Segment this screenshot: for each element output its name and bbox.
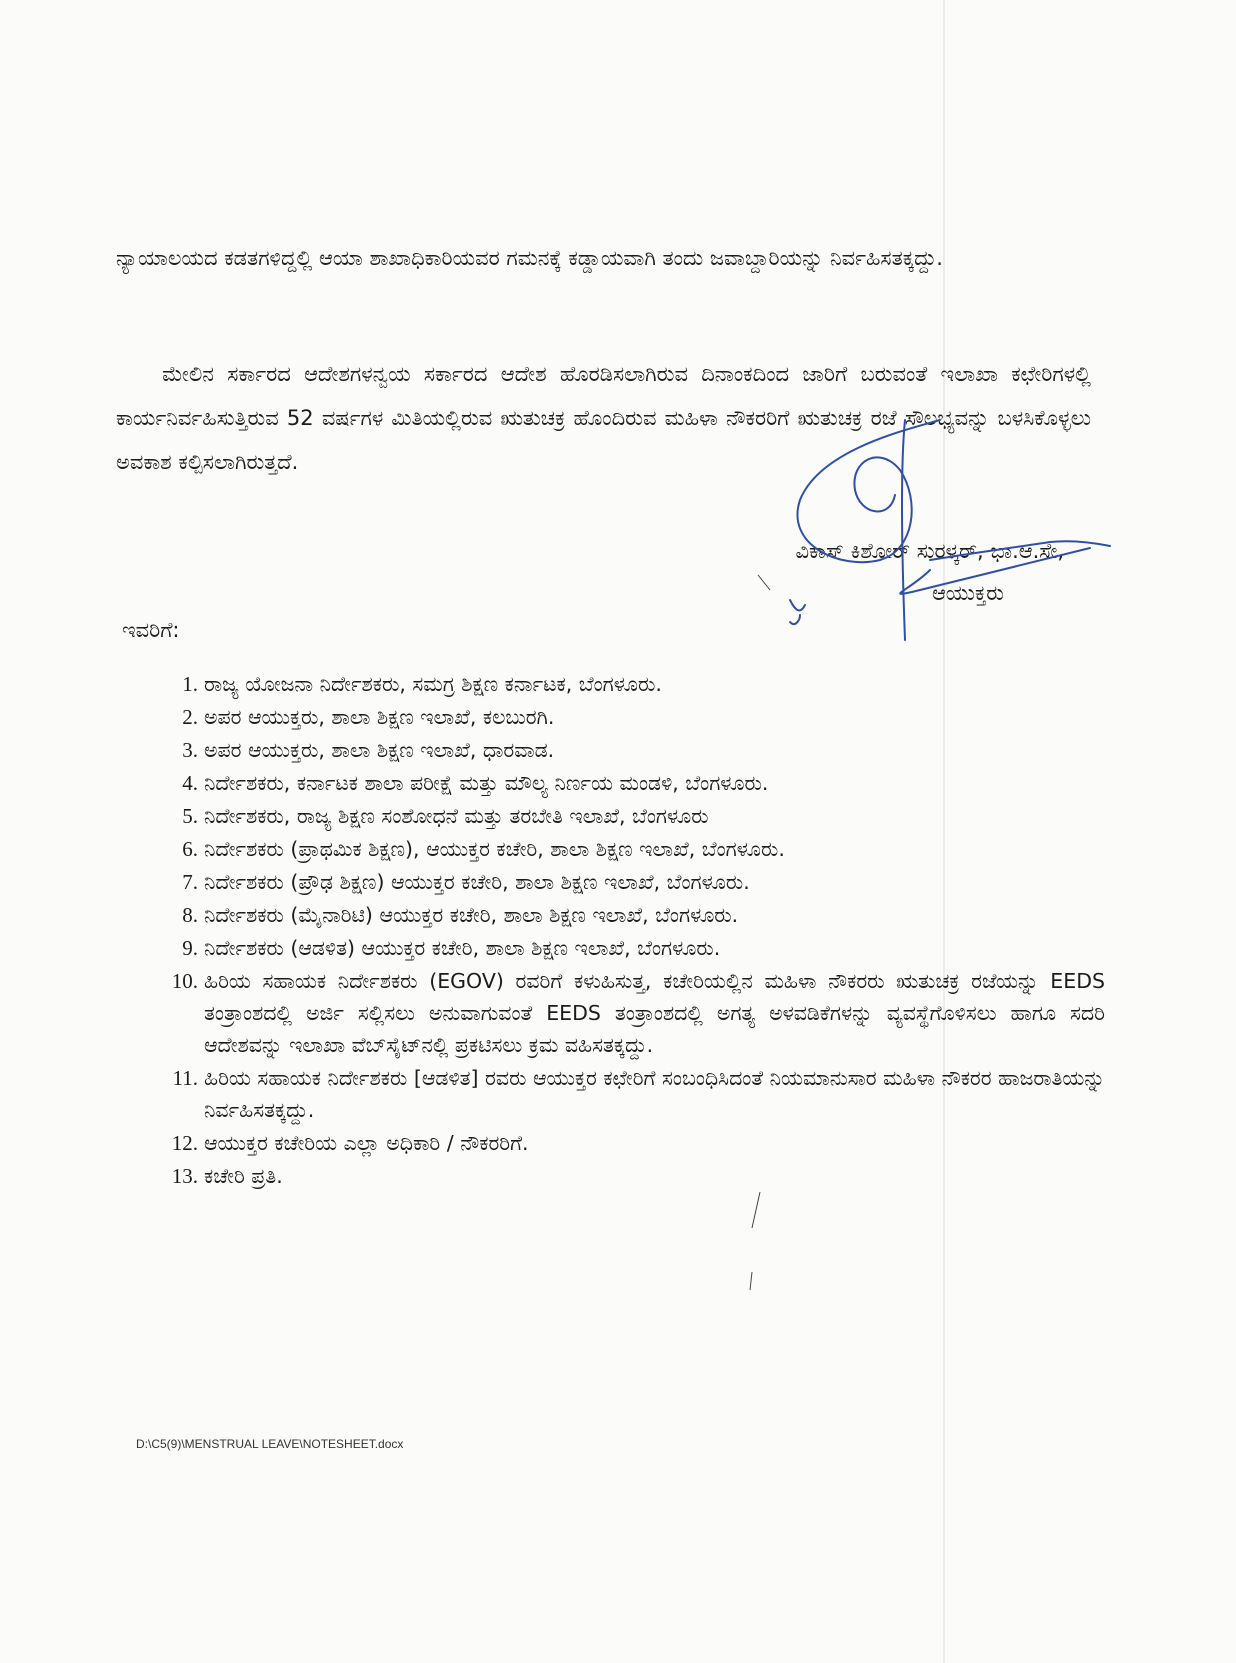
list-number: 11. bbox=[172, 1066, 198, 1090]
list-number: 3. bbox=[182, 738, 198, 762]
list-item bbox=[140, 1160, 1105, 1192]
list-text: ನಿರ್ದೇಶಕರು (ಪ್ರೌಢ ಶಿಕ್ಷಣ) ಆಯುಕ್ತರ ಕಚೇರಿ, ಶಾಲಾ ಶಿಕ್ಷಣ ಇಲಾಖೆ, ಬೆಂಗಳೂರು. bbox=[204, 870, 750, 894]
list-number: 1. bbox=[182, 672, 198, 696]
list-number: 10. bbox=[171, 969, 198, 993]
signatory-title: ಆಯುಕ್ತರು bbox=[931, 581, 1004, 605]
list-text: ರಾಜ್ಯ ಯೋಜನಾ ನಿರ್ದೇಶಕರು, ಸಮಗ್ರ ಶಿಕ್ಷಣ ಕರ್ನಾಟಕ, ಬೆಂಗಳೂರು. bbox=[204, 672, 662, 696]
list-item bbox=[140, 767, 1105, 799]
list-item bbox=[140, 1062, 1105, 1126]
list-item bbox=[140, 965, 1105, 1061]
list-number: 5. bbox=[182, 804, 198, 828]
list-item bbox=[140, 899, 1105, 931]
list-number: 7. bbox=[182, 870, 198, 894]
list-text: ಹಿರಿಯ ಸಹಾಯಕ ನಿರ್ದೇಶಕರು (EGOV) ರವರಿಗೆ ಕಳುಹಿಸುತ್ತ, ಕಚೇರಿಯಲ್ಲಿನ ಮಹಿಳಾ ನೌಕರರು ಋತುಚಕ್ರ ರಜೆಯನ್ನು EEDS ತಂತ್ರಾಂಶದಲ್ಲಿ ಅರ್ಜಿ ಸಲ್ಲಿಸಲು ಅನುವಾಗುವಂತೆ EEDS ತಂತ್ರಾಂಶದಲ್ಲಿ ಅಗತ್ಯ ಅಳವಡಿಕೆಗಳನ್ನು ವ್ಯವಸ್ಥೆಗೊಳಿಸಲು ಹಾಗೂ ಸದರಿ ಆದೇಶವನ್ನು ಇಲಾಖಾ ವೆಬ್‌ಸೈಟ್‌ನಲ್ಲಿ ಪ್ರಕಟಿಸಲು ಕ್ರಮ ವಹಿಸತಕ್ಕದ್ದು. bbox=[204, 969, 1105, 1057]
signature-block bbox=[795, 530, 1064, 614]
recipient-list bbox=[140, 668, 1105, 1193]
list-text: ನಿರ್ದೇಶಕರು (ಆಡಳಿತ) ಆಯುಕ್ತರ ಕಚೇರಿ, ಶಾಲಾ ಶಿಕ್ಷಣ ಇಲಾಖೆ, ಬೆಂಗಳೂರು. bbox=[204, 936, 721, 960]
paragraph-court-files: ನ್ಯಾಯಾಲಯದ ಕಡತಗಳಿದ್ದಲ್ಲಿ ಆಯಾ ಶಾಖಾಧಿಕಾರಿಯವರ ಗಮನಕ್ಕೆ ಕಡ್ಡಾಯವಾಗಿ ತಂದು ಜವಾಬ್ದಾರಿಯನ್ನು ನಿರ್ವಹಿಸತಕ್ಕದ್ದು. bbox=[116, 246, 943, 270]
list-text: ನಿರ್ದೇಶಕರು, ಕರ್ನಾಟಕ ಶಾಲಾ ಪರೀಕ್ಷೆ ಮತ್ತು ಮೌಲ್ಯ ನಿರ್ಣಯ ಮಂಡಳಿ, ಬೆಂಗಳೂರು. bbox=[204, 771, 769, 795]
list-item bbox=[140, 866, 1105, 898]
list-text: ಕಚೇರಿ ಪ್ರತಿ. bbox=[204, 1164, 283, 1188]
file-path-footer: D:\C5(9)\MENSTRUAL LEAVE\NOTESHEET.docx bbox=[136, 1437, 404, 1451]
list-item bbox=[140, 1127, 1105, 1159]
list-item bbox=[140, 833, 1105, 865]
list-item bbox=[140, 734, 1105, 766]
list-item bbox=[140, 932, 1105, 964]
list-number: 13. bbox=[171, 1164, 198, 1188]
signatory-name: ವಿಕಾಸ್ ಕಿಶೋರ್ ಸುರಳ್ಕರ್, ಭಾ.ಆ.ಸೇ, bbox=[795, 539, 1064, 563]
addressee-label: ಇವರಿಗೆ: bbox=[122, 618, 180, 642]
list-text: ಹಿರಿಯ ಸಹಾಯಕ ನಿರ್ದೇಶಕರು [ಆಡಳಿತ] ರವರು ಆಯುಕ್ತರ ಕಛೇರಿಗೆ ಸಂಬಂಧಿಸಿದಂತೆ ನಿಯಮಾನುಸಾರ ಮಹಿಳಾ ನೌಕರರ ಹಾಜರಾತಿಯನ್ನು ನಿರ್ವಹಿಸತಕ್ಕದ್ದು. bbox=[204, 1066, 1105, 1122]
list-item bbox=[140, 701, 1105, 733]
list-text: ನಿರ್ದೇಶಕರು (ಮೈನಾರಿಟಿ) ಆಯುಕ್ತರ ಕಚೇರಿ, ಶಾಲಾ ಶಿಕ್ಷಣ ಇಲಾಖೆ, ಬೆಂಗಳೂರು. bbox=[204, 903, 739, 927]
list-text: ನಿರ್ದೇಶಕರು, ರಾಜ್ಯ ಶಿಕ್ಷಣ ಸಂಶೋಧನೆ ಮತ್ತು ತರಬೇತಿ ಇಲಾಖೆ, ಬೆಂಗಳೂರು bbox=[204, 804, 709, 828]
paragraph-order-details: ಮೇಲಿನ ಸರ್ಕಾರದ ಆದೇಶಗಳನ್ವಯ ಸರ್ಕಾರದ ಆದೇಶ ಹೊರಡಿಸಲಾಗಿರುವ ದಿನಾಂಕದಿಂದ ಜಾರಿಗೆ ಬರುವಂತೆ ಇಲಾಖಾ ಕಛೇರಿಗಳಲ್ಲಿ ಕಾರ್ಯನಿರ್ವಹಿಸುತ್ತಿರುವ 52 ವರ್ಷಗಳ ಮಿತಿಯಲ್ಲಿರುವ ಋತುಚಕ್ರ ಹೊಂದಿರುವ ಮಹಿಳಾ ನೌಕರರಿಗೆ ಋತುಚಕ್ರ ರಜೆ ಸೌಲಭ್ಯವನ್ನು ಬಳಸಿಕೊಳ್ಳಲು ಅವಕಾಶ ಕಲ್ಪಿಸಲಾಗಿರುತ್ತದೆ. bbox=[116, 362, 1091, 474]
list-number: 9. bbox=[182, 936, 198, 960]
list-text: ಆಯುಕ್ತರ ಕಚೇರಿಯ ಎಲ್ಲಾ ಅಧಿಕಾರಿ / ನೌಕರರಿಗೆ. bbox=[204, 1131, 529, 1155]
list-text: ಅಪರ ಆಯುಕ್ತರು, ಶಾಲಾ ಶಿಕ್ಷಣ ಇಲಾಖೆ, ಕಲಬುರಗಿ. bbox=[204, 705, 555, 729]
list-number: 2. bbox=[182, 705, 198, 729]
list-text: ಅಪರ ಆಯುಕ್ತರು, ಶಾಲಾ ಶಿಕ್ಷಣ ಇಲಾಖೆ, ಧಾರವಾಡ. bbox=[204, 738, 555, 762]
list-item bbox=[140, 668, 1105, 700]
list-number: 6. bbox=[182, 837, 198, 861]
list-number: 4. bbox=[182, 771, 198, 795]
list-number: 12. bbox=[171, 1131, 198, 1155]
list-number: 8. bbox=[182, 903, 198, 927]
list-text: ನಿರ್ದೇಶಕರು (ಪ್ರಾಥಮಿಕ ಶಿಕ್ಷಣ), ಆಯುಕ್ತರ ಕಚೇರಿ, ಶಾಲಾ ಶಿಕ್ಷಣ ಇಲಾಖೆ, ಬೆಂಗಳೂರು. bbox=[204, 837, 785, 861]
list-item bbox=[140, 800, 1105, 832]
